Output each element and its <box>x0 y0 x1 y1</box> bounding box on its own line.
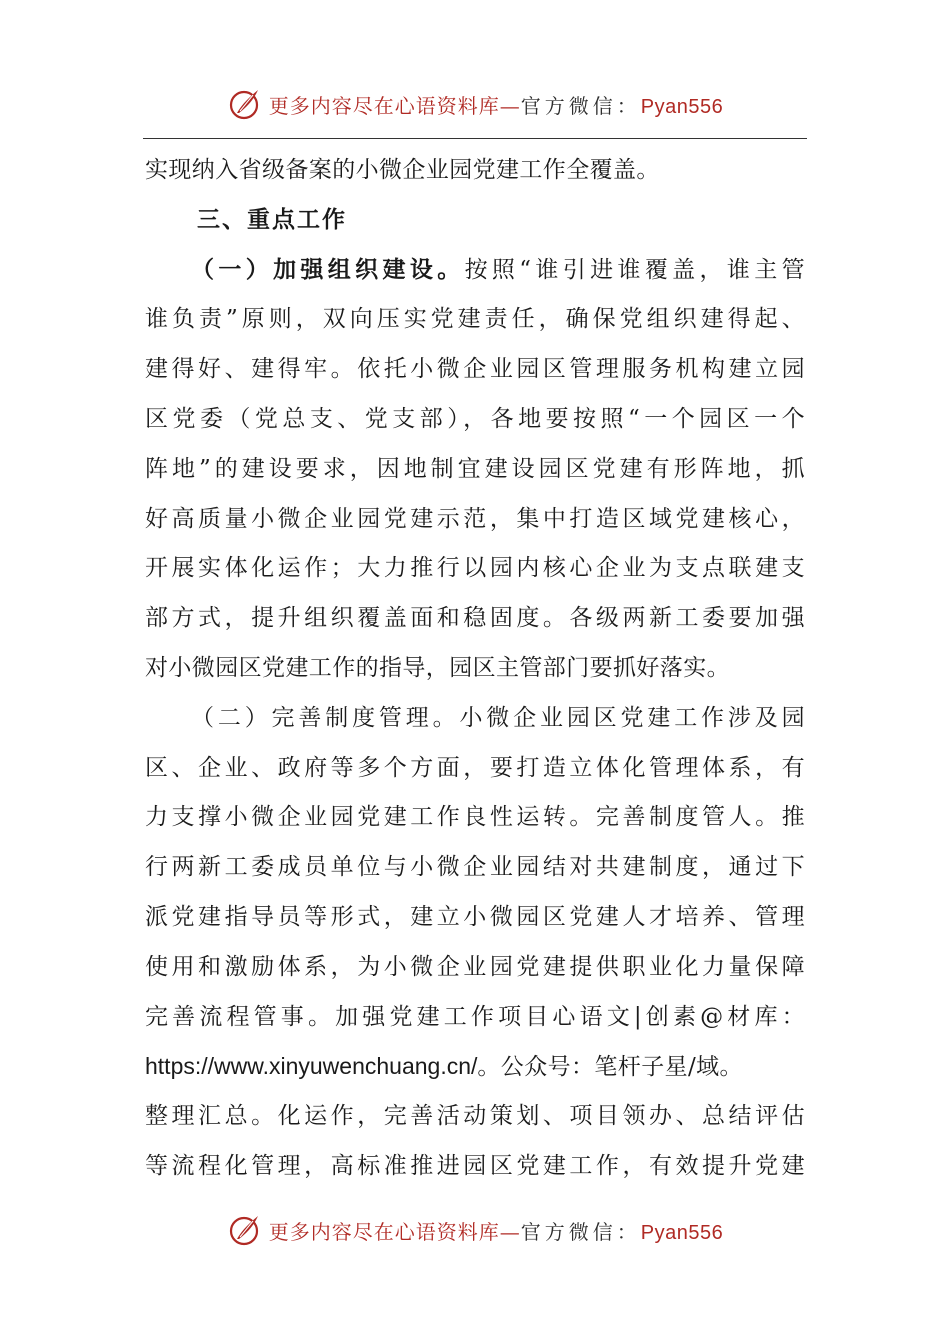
body-line: 区党委（党总支、党支部），各地要按照“一个园区一个 <box>145 405 805 432</box>
header-watermark <box>0 82 950 126</box>
body-line: 开展实体化运作；大力推行以园内核心企业为支点联建支 <box>145 555 805 582</box>
body-line: 对小微园区党建工作的指导，园区主管部门要抓好落实。 <box>145 654 730 681</box>
body-line: 力支撑小微企业园党建工作良性运转。完善制度管人。推 <box>145 804 805 831</box>
watermark-label: 官方微信： <box>520 93 641 118</box>
body-line: 建得好、建得牢。依托小微企业园区管理服务机构建立园 <box>145 356 805 383</box>
body-line: 派党建指导员等形式，建立小微园区党建人才培养、管理 <box>145 903 805 930</box>
quill-logo-icon <box>227 86 263 122</box>
quill-logo-icon <box>227 1212 263 1248</box>
body-line: 阵地”的建设要求，因地制宜建设园区党建有形阵地，抓 <box>145 455 805 482</box>
watermark-brand: 更多内容尽在心语资料库 <box>268 93 500 118</box>
body-line <box>145 1042 805 1092</box>
body-line: 谁负责”原则，双向压实党建责任，确保党组织建得起、 <box>145 306 805 333</box>
watermark-dash: — <box>499 1219 521 1244</box>
body-line: （二）完善制度管理。小微企业园区党建工作涉及园 <box>191 704 805 731</box>
watermark-handle: Pyan556 <box>640 1221 724 1244</box>
watermark-dash: — <box>499 93 521 118</box>
website-url: https://www.xinyuwenchuang.cn/ <box>145 1053 478 1080</box>
body-text: 。公众号：笔杆子星/域。 <box>477 1054 743 1081</box>
watermark-text <box>269 90 723 119</box>
watermark-text <box>269 1216 723 1245</box>
document-body <box>145 146 805 1192</box>
watermark-handle: Pyan556 <box>640 95 724 118</box>
body-line: 实现纳入省级备案的小微企业园党建工作全覆盖。 <box>145 157 660 183</box>
body-text: 按照“谁引进谁覆盖，谁主管 <box>464 256 805 283</box>
watermark-brand: 更多内容尽在心语资料库 <box>268 1219 500 1244</box>
body-line: 部方式，提升组织覆盖面和稳固度。各级两新工委要加强 <box>145 605 805 632</box>
section-heading: 三、重点工作 <box>197 206 347 233</box>
body-line: 整理汇总。化运作，完善活动策划、项目领办、总结评估 <box>145 1103 805 1130</box>
body-line: 好高质量小微企业园党建示范，集中打造区域党建核心， <box>145 505 805 532</box>
footer-watermark <box>0 1208 950 1252</box>
body-line: 使用和激励体系，为小微企业园党建提供职业化力量保障 <box>145 953 805 980</box>
body-line <box>145 246 805 296</box>
subsection-title: （一）加强组织建设。 <box>191 256 465 283</box>
body-line: 完善流程管事。加强党建工作项目心语文|创素@材库： <box>145 1003 805 1030</box>
body-line: 区、企业、政府等多个方面，要打造立体化管理体系，有 <box>145 754 805 781</box>
watermark-label: 官方微信： <box>520 1219 641 1244</box>
body-line: 行两新工委成员单位与小微企业园结对共建制度，通过下 <box>145 854 805 881</box>
body-line: 等流程化管理，高标准推进园区党建工作，有效提升党建 <box>145 1152 805 1179</box>
header-rule <box>143 138 807 139</box>
